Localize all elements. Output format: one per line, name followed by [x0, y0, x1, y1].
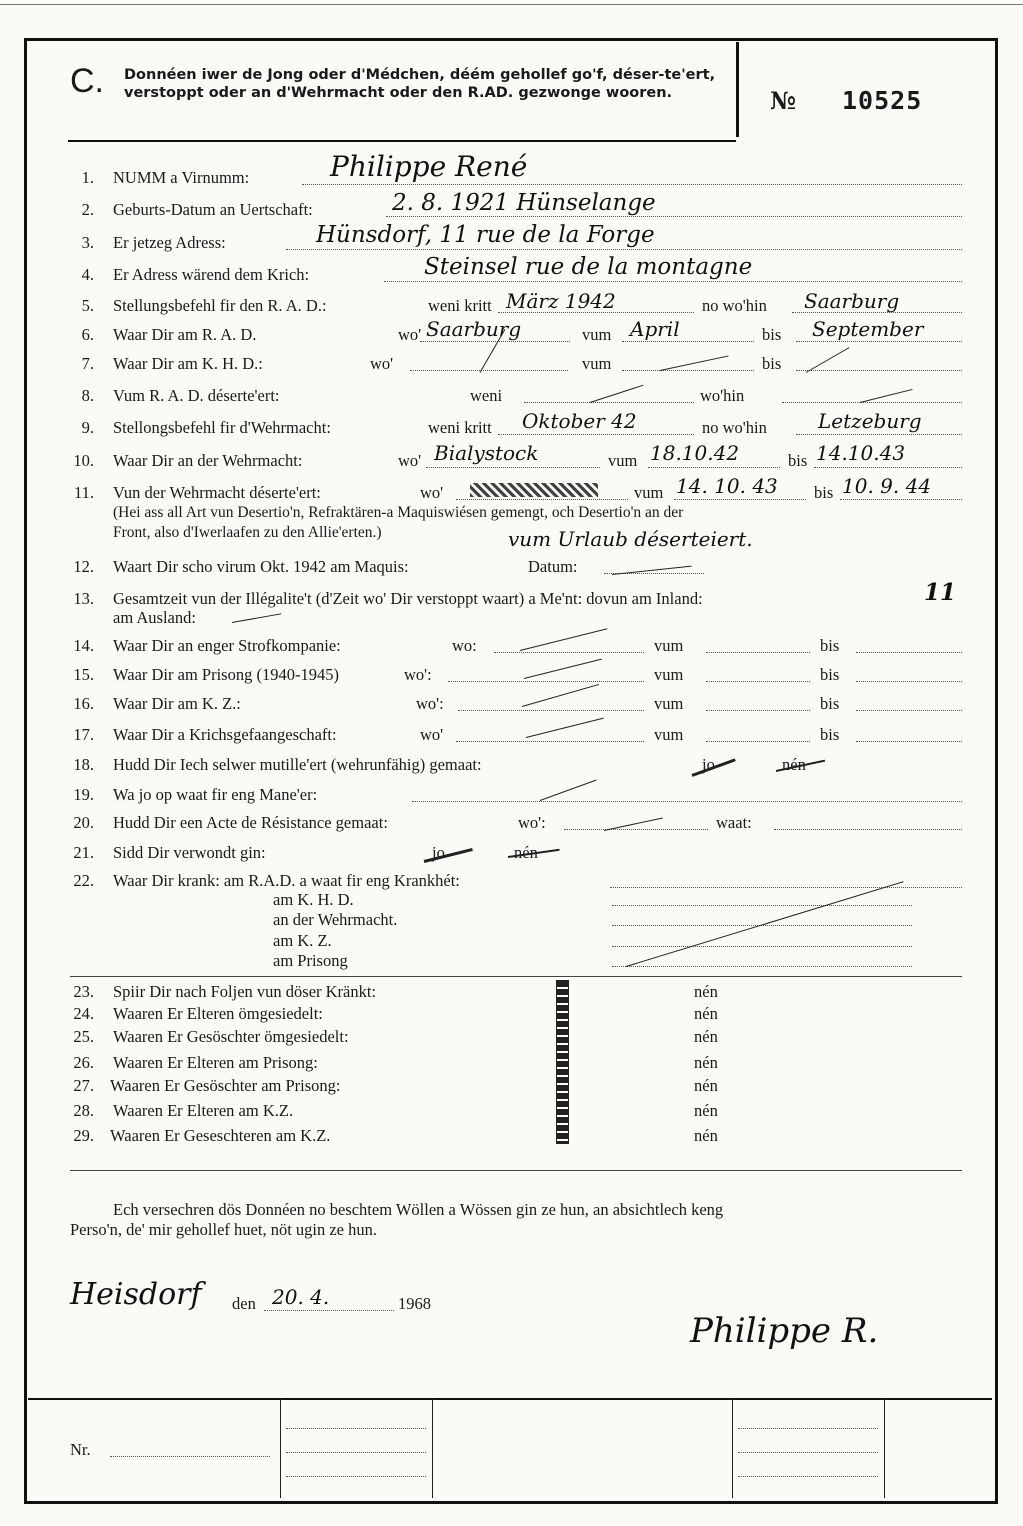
- field-label: wo':: [518, 813, 546, 832]
- form-header-text: Donnéen iwer de Jong oder d'Médchen, déém gehollef go'f, déser-te'ert, verstoppt oder an d'Wehrmacht oder den R.AD. gezwonge wooren.: [124, 67, 716, 101]
- handwritten-value: Bialystock: [434, 441, 539, 465]
- handwritten-name: Philippe René: [330, 150, 528, 183]
- handwritten-address: Hünsdorf, 11 rue de la Forge: [316, 222, 655, 248]
- declaration-text: Ech versechren dös Donnéen no beschtem Wöllen a Wössen gin ze hun, an absichtlech keng: [113, 1200, 724, 1219]
- field-label: Er jetzeg Adress:: [113, 233, 226, 252]
- handwritten-note: vum Urlaub déserteiert.: [508, 527, 753, 551]
- top-edge-line: [0, 4, 1023, 5]
- field-line: [458, 710, 644, 711]
- field-label: wo': [420, 483, 444, 502]
- field-label: Wa jo op waat fir eng Mane'er:: [113, 785, 318, 804]
- sub-label: an der Wehrmacht.: [273, 910, 398, 929]
- field-line: [738, 1452, 878, 1453]
- row-number: 4.: [81, 265, 94, 284]
- option-yes: jo: [702, 755, 715, 774]
- field-line: [564, 829, 708, 830]
- sub-label: am Prisong: [273, 951, 348, 970]
- field-label: Waar Dir a Krichsgefaangeschaft:: [113, 725, 337, 744]
- field-line: [612, 905, 912, 906]
- field-label: wo': [398, 451, 422, 470]
- handwritten-value: April: [630, 317, 680, 341]
- field-label: Hudd Dir Iech selwer mutille'ert (wehrunfähig) gemaat:: [113, 755, 482, 774]
- field-label: Waaren Er Gesöschter am Prisong:: [110, 1076, 341, 1095]
- answer-no: nén: [694, 1053, 718, 1072]
- row-number: 23.: [73, 982, 94, 1001]
- field-label: vum: [582, 354, 612, 373]
- answer-no: nén: [694, 1101, 718, 1120]
- field-line: [648, 467, 780, 468]
- field-label: vum: [654, 636, 684, 655]
- answer-no: nén: [694, 1076, 718, 1095]
- option-no: nén: [514, 843, 538, 862]
- row-number: 27.: [73, 1076, 94, 1095]
- row-number: 20.: [73, 813, 94, 832]
- field-line: [286, 1428, 426, 1429]
- answer-no: nén: [694, 1126, 718, 1145]
- field-line: [622, 370, 754, 371]
- field-label: Stellungsbefehl fir den R. A. D.:: [113, 296, 327, 315]
- option-yes: jo: [432, 843, 445, 862]
- scribble-mark: [470, 483, 598, 497]
- number-sign: №: [770, 86, 797, 115]
- declaration-text: Perso'n, de' mir gehollef huet, nöt ugin ze hun.: [70, 1220, 378, 1239]
- row-number: 15.: [73, 665, 94, 684]
- field-label: Vum R. A. D. déserte'ert:: [113, 386, 280, 405]
- field-label: NUMM a Virnumm:: [113, 168, 250, 187]
- field-label: wo': [398, 325, 422, 344]
- field-label: Vun der Wehrmacht déserte'ert:: [113, 483, 321, 502]
- field-label: Waaren Er Gesöschter ömgesiedelt:: [113, 1027, 349, 1046]
- answer-no: nén: [694, 1027, 718, 1046]
- answer-no: nén: [694, 982, 718, 1001]
- field-line: [494, 652, 644, 653]
- field-line: [738, 1476, 878, 1477]
- field-line: [110, 1456, 270, 1457]
- field-line: [386, 216, 962, 217]
- answer-no: nén: [694, 1004, 718, 1023]
- field-line: [738, 1428, 878, 1429]
- handwritten-date: 20. 4.: [272, 1285, 330, 1309]
- field-label: wo': [370, 354, 394, 373]
- handwritten-value: Saarburg: [426, 317, 522, 341]
- field-label: Waar Dir an der Wehrmacht:: [113, 451, 303, 470]
- row-number: 21.: [73, 843, 94, 862]
- field-label: Waar Dir am R. A. D.: [113, 325, 257, 344]
- field-line: [856, 681, 962, 682]
- field-line: [524, 402, 694, 403]
- footer-column: [884, 1398, 885, 1498]
- field-label: vum: [634, 483, 664, 502]
- date-line: [264, 1310, 394, 1311]
- field-line: [840, 499, 962, 500]
- field-line: [706, 741, 810, 742]
- field-line: [286, 1452, 426, 1453]
- row-number: 9.: [81, 418, 94, 437]
- row-number: 1.: [81, 168, 94, 187]
- field-label: bis: [820, 694, 840, 713]
- field-line: [856, 652, 962, 653]
- field-line: [612, 966, 912, 967]
- field-label: Hudd Dir een Acte de Résistance gemaat:: [113, 813, 388, 832]
- field-line: [612, 946, 912, 947]
- field-line: [426, 467, 600, 468]
- field-label: Datum:: [528, 557, 578, 576]
- field-label: vum: [582, 325, 612, 344]
- field-label: Waar Dir am Prisong (1940-1945): [113, 665, 339, 684]
- header-divider: [736, 42, 739, 137]
- field-line: [384, 281, 962, 282]
- section-rule: [70, 976, 962, 977]
- field-label: Geburts-Datum an Uertschaft:: [113, 200, 313, 219]
- year-label: 1968: [398, 1294, 431, 1313]
- field-line: [448, 681, 644, 682]
- handwritten-value: 11: [924, 579, 957, 606]
- row-number: 13.: [73, 589, 94, 608]
- row-number: 7.: [81, 354, 94, 373]
- field-line: [774, 829, 962, 830]
- handwritten-value: 10. 9. 44: [842, 474, 932, 498]
- row-number: 22.: [73, 871, 94, 890]
- handwritten-value: September: [812, 317, 924, 341]
- row-number: 25.: [73, 1027, 94, 1046]
- option-no: nén: [782, 755, 806, 774]
- field-label: bis: [788, 451, 808, 470]
- footer-nr-label: Nr.: [70, 1440, 91, 1459]
- field-line: [674, 499, 806, 500]
- field-label: Waaren Er Elteren am K.Z.: [113, 1101, 294, 1120]
- row-number: 28.: [73, 1101, 94, 1120]
- footer-column: [280, 1398, 281, 1498]
- field-label: bis: [820, 665, 840, 684]
- field-label: Waar Dir krank: am R.A.D. a waat fir eng Krankhét:: [113, 871, 460, 890]
- row-number: 16.: [73, 694, 94, 713]
- field-label: vum: [654, 694, 684, 713]
- field-label: Waar Dir am K. Z.:: [113, 694, 241, 713]
- row-number: 14.: [73, 636, 94, 655]
- row-number: 2.: [81, 200, 94, 219]
- field-line: [706, 652, 810, 653]
- field-label: Waar Dir am K. H. D.:: [113, 354, 263, 373]
- field-label: vum: [654, 725, 684, 744]
- field-label: weni kritt: [428, 418, 492, 437]
- field-line: [814, 467, 962, 468]
- signature: Philippe R.: [690, 1311, 879, 1351]
- field-line: [796, 434, 962, 435]
- field-line: [856, 710, 962, 711]
- note-text: (Hei ass all Art vun Desertio'n, Refraktären-a Maquiswiésen gemengt, och Desertio'n an der: [113, 504, 684, 521]
- field-label: wo:: [452, 636, 477, 655]
- field-label: am Ausland:: [113, 608, 196, 627]
- sub-label: am K. Z.: [273, 931, 332, 950]
- field-line: [498, 434, 694, 435]
- field-label: Waaren Er Elteren am Prisong:: [113, 1053, 318, 1072]
- section-rule: [70, 1170, 962, 1171]
- field-line: [410, 370, 568, 371]
- handwritten-value: 14. 10. 43: [676, 474, 778, 498]
- field-label: weni kritt: [428, 296, 492, 315]
- field-line: [286, 1476, 426, 1477]
- field-label: wo': [420, 725, 444, 744]
- handwritten-birth: 2. 8. 1921 Hünselange: [392, 190, 656, 216]
- handwritten-war-address: Steinsel rue de la montagne: [424, 254, 753, 280]
- field-line: [610, 887, 962, 888]
- field-label: bis: [814, 483, 834, 502]
- footer-column: [432, 1398, 433, 1498]
- field-label: Sidd Dir verwondt gin:: [113, 843, 266, 862]
- field-label: vum: [654, 665, 684, 684]
- handwritten-value: 14.10.43: [816, 441, 906, 465]
- field-label: Spiir Dir nach Foljen vun döser Kränkt:: [113, 982, 377, 1001]
- field-label: bis: [762, 325, 782, 344]
- section-letter: C.: [70, 62, 104, 100]
- handwritten-value: Saarburg: [804, 289, 900, 313]
- field-label: wo':: [416, 694, 444, 713]
- handwritten-value: Letzeburg: [818, 409, 922, 433]
- row-number: 6.: [81, 325, 94, 344]
- field-label: Waart Dir scho virum Okt. 1942 am Maquis:: [113, 557, 409, 576]
- row-number: 26.: [73, 1053, 94, 1072]
- field-label: weni: [470, 386, 503, 405]
- field-line: [706, 710, 810, 711]
- note-text: Front, also d'Iwerlaafen zu den Allie'erten.): [113, 524, 382, 541]
- field-line: [456, 741, 644, 742]
- field-label: Stellongsbefehl fir d'Wehrmacht:: [113, 418, 331, 437]
- handwritten-value: 18.10.42: [650, 441, 740, 465]
- handwritten-value: Oktober 42: [522, 409, 637, 433]
- field-line: [796, 370, 962, 371]
- footer-top-rule: [28, 1398, 992, 1400]
- footer-column: [732, 1398, 733, 1498]
- field-label: waat:: [716, 813, 752, 832]
- field-label: Waaren Er Elteren ömgesiedelt:: [113, 1004, 323, 1023]
- field-line: [706, 681, 810, 682]
- field-line: [856, 741, 962, 742]
- row-number: 18.: [73, 755, 94, 774]
- form-number: 10525: [842, 86, 923, 115]
- field-line: [456, 499, 628, 500]
- row-number: 5.: [81, 296, 94, 315]
- field-label: wo':: [404, 665, 432, 684]
- row-number: 19.: [73, 785, 94, 804]
- handwritten-place: Heisdorf: [70, 1277, 202, 1312]
- sub-label: am K. H. D.: [273, 890, 354, 909]
- row-number: 8.: [81, 386, 94, 405]
- field-label: bis: [820, 636, 840, 655]
- row-number: 3.: [81, 233, 94, 252]
- row-number: 17.: [73, 725, 94, 744]
- field-line: [412, 801, 962, 802]
- field-label: Gesamtzeit vun der Illégalite't (d'Zeit wo' Dir verstoppt waart) a Me'nt: dovun am Inland:: [113, 589, 703, 608]
- field-line: [782, 402, 962, 403]
- den-label: den: [232, 1294, 256, 1313]
- handwritten-value: März 1942: [506, 289, 616, 313]
- field-label: bis: [762, 354, 782, 373]
- row-number: 24.: [73, 1004, 94, 1023]
- field-label: Waaren Er Geseschteren am K.Z.: [110, 1126, 331, 1145]
- field-label: no wo'hin: [702, 296, 767, 315]
- field-label: vum: [608, 451, 638, 470]
- row-number: 29.: [73, 1126, 94, 1145]
- field-label: Waar Dir an enger Strofkompanie:: [113, 636, 341, 655]
- field-label: bis: [820, 725, 840, 744]
- row-number: 10.: [73, 451, 94, 470]
- field-label: Er Adress wärend dem Krich:: [113, 265, 310, 284]
- field-label: wo'hin: [700, 386, 745, 405]
- row-number: 12.: [73, 557, 94, 576]
- marker-bar: [556, 980, 569, 1144]
- field-line: [302, 184, 962, 185]
- field-line: [286, 249, 962, 250]
- row-number: 11.: [73, 483, 94, 502]
- field-label: no wo'hin: [702, 418, 767, 437]
- header-underline: [68, 140, 736, 142]
